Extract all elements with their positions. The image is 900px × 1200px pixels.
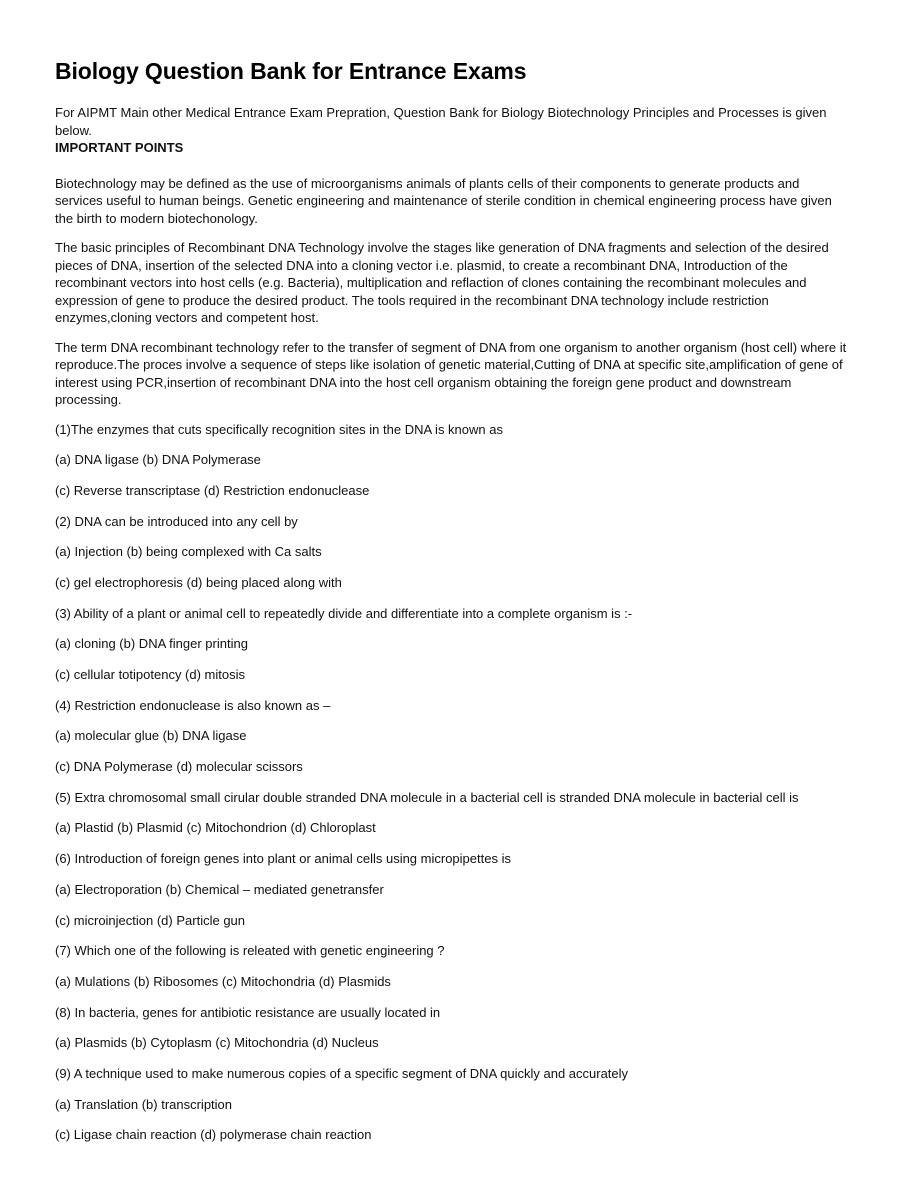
document-page: [55, 57, 850, 1157]
question-line: (6) Introduction of foreign genes into plant or animal cells using micropipettes is: [55, 851, 511, 867]
question-line: (8) In bacteria, genes for antibiotic resistance are usually located in: [55, 1004, 441, 1020]
question-line: (2) DNA can be introduced into any cell by: [55, 513, 298, 529]
page-title: Biology Question Bank for Entrance Exams: [55, 58, 527, 84]
question-line: (a) Plastid (b) Plasmid (c) Mitochondrion (d) Chloroplast: [55, 820, 376, 836]
important-points-heading: IMPORTANT POINTS: [55, 140, 184, 155]
question-line: (a) cloning (b) DNA finger printing: [55, 636, 248, 652]
question-line: (c) Reverse transcriptase (d) Restriction endonuclease: [55, 482, 370, 498]
question-line: (c) gel electrophoresis (d) being placed along with: [55, 574, 342, 590]
question-line: (7) Which one of the following is releated with genetic engineering ?: [55, 943, 445, 959]
paragraph-recombinant-term: The term DNA recombinant technology refer to the transfer of segment of DNA from one organism to another organism (host cell) where it reproduce.The proces involve a sequence of steps like isolation of genetic material,Cutting of DNA at specific site,amplification of gene of interest using PCR,insertion of recombinant DNA into the host cell organism obtaining the foreign gene product and downstream processing.: [55, 339, 847, 407]
question-line: (c) microinjection (d) Particle gun: [55, 912, 246, 928]
question-line: (c) Ligase chain reaction (d) polymerase chain reaction: [55, 1127, 372, 1143]
question-list: [55, 421, 850, 1144]
question-line: (a) Injection (b) being complexed with Ca salts: [55, 544, 322, 560]
question-line: (a) Translation (b) transcription: [55, 1096, 233, 1112]
question-line: (1)The enzymes that cuts specifically recognition sites in the DNA is known as: [55, 421, 503, 437]
question-line: (c) DNA Polymerase (d) molecular scissors: [55, 759, 303, 775]
question-line: (a) Plasmids (b) Cytoplasm (c) Mitochondria (d) Nucleus: [55, 1035, 379, 1051]
question-line: (9) A technique used to make numerous copies of a specific segment of DNA quickly and accurately: [55, 1065, 629, 1081]
question-line: (5) Extra chromosomal small cirular double stranded DNA molecule in a bacterial cell is stranded DNA molecule in bacterial cell is: [55, 789, 799, 805]
intro-text: For AIPMT Main other Medical Entrance Exam Prepration, Question Bank for Biology Biotechnology Principles and Processes is given below.: [55, 105, 827, 138]
question-line: (a) Electroporation (b) Chemical – mediated genetransfer: [55, 881, 384, 897]
paragraph-recombinant-principles: The basic principles of Recombinant DNA Technology involve the stages like generation of DNA fragments and selection of the desired pieces of DNA, insertion of the selected DNA into a cloning vector i.e. plasmid, to create a recombinant DNA, Introduction of the recombinant vectors into host cells (e.g. Bacteria), multiplication and reflaction of clones containing the recombinant molecules and expression of gene to produce the desired product. The tools required in the recombinant DNA technology include restriction enzymes,cloning vectors and competent host.: [55, 240, 829, 325]
question-line: (a) molecular glue (b) DNA ligase: [55, 728, 247, 744]
question-line: (c) cellular totipotency (d) mitosis: [55, 667, 245, 682]
question-line: (a) Mulations (b) Ribosomes (c) Mitochondria (d) Plasmids: [55, 973, 391, 989]
question-line: (a) DNA ligase (b) DNA Polymerase: [55, 452, 261, 468]
paragraph-biotechnology-definition: Biotechnology may be defined as the use of microorganisms animals of plants cells of their components to generate products and services useful to human beings. Genetic engineering and maintenance of sterile condition in chemical engineering process have given the birth to modern biotechonology.: [55, 175, 832, 226]
question-line: (4) Restriction endonuclease is also known as –: [55, 697, 331, 713]
question-line: (3) Ability of a plant or animal cell to repeatedly divide and differentiate into a complete organism is :-: [55, 605, 633, 621]
